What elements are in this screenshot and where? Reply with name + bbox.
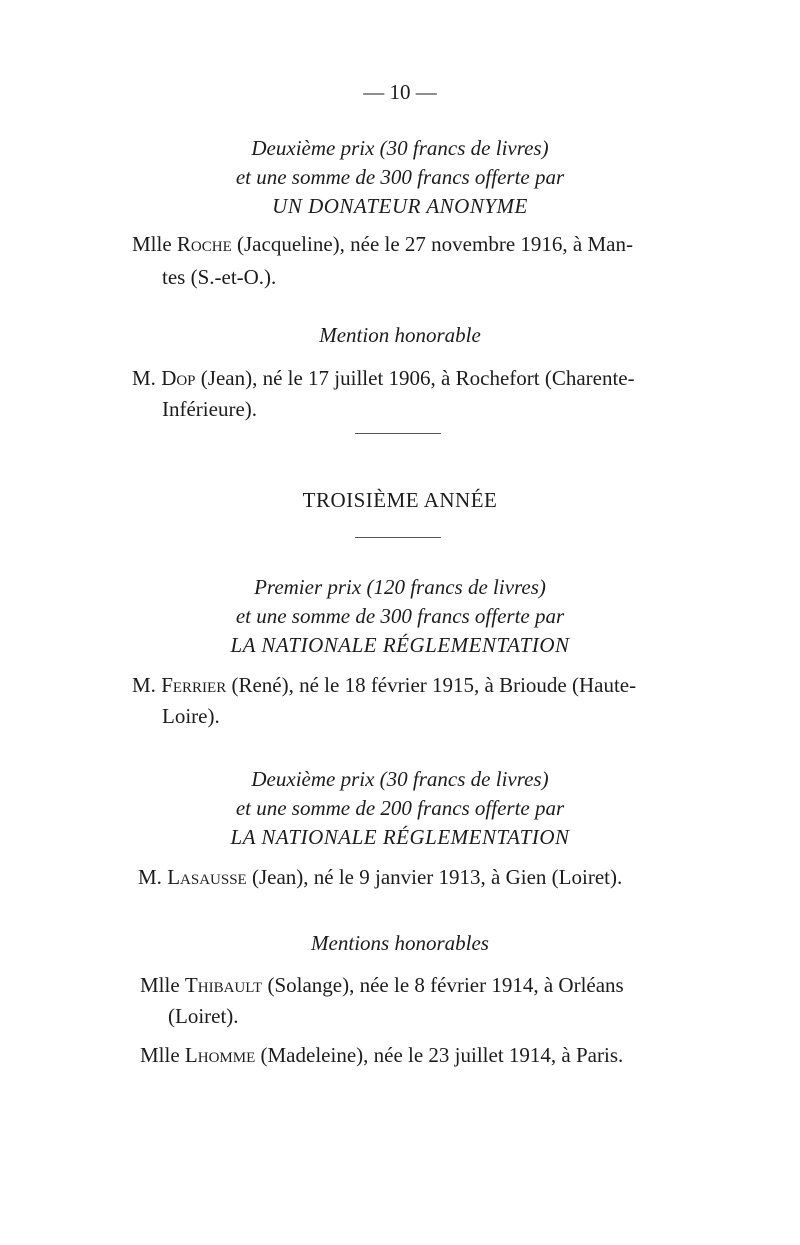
prize-title: Premier prix (120 francs de livres) bbox=[254, 575, 546, 599]
laureate-entry bbox=[138, 862, 622, 893]
laureate-entry bbox=[132, 363, 668, 394]
laureate-entry bbox=[132, 229, 668, 260]
prize-block-2 bbox=[0, 573, 800, 660]
entry-surname: Dop bbox=[161, 366, 196, 390]
entry-details: (Madeleine), née le 23 juillet 1914, à Paris. bbox=[255, 1043, 624, 1067]
prize-block-3 bbox=[0, 765, 800, 852]
prize-amount: et une somme de 300 francs offerte par bbox=[235, 165, 565, 189]
prize-block-1 bbox=[0, 134, 800, 221]
divider bbox=[355, 433, 441, 434]
prize-amount: et une somme de 200 francs offerte par bbox=[235, 796, 565, 820]
divider bbox=[355, 537, 441, 538]
entry-continuation: (Loiret). bbox=[168, 1004, 239, 1028]
entry-surname: Thibault bbox=[184, 973, 263, 997]
entry-title: Mlle bbox=[140, 973, 185, 997]
laureate-entry bbox=[132, 670, 668, 701]
mention-heading: Mentions honorables bbox=[311, 931, 489, 955]
entry-surname: Lasausse bbox=[167, 865, 247, 889]
laureate-entry bbox=[140, 970, 668, 1001]
page-number: — 10 — bbox=[363, 80, 437, 104]
prize-donor: LA NATIONALE RÉGLEMENTATION bbox=[230, 633, 570, 657]
prize-title: Deuxième prix (30 francs de livres) bbox=[251, 136, 549, 160]
entry-surname: Lhomme bbox=[184, 1043, 256, 1067]
entry-title: M. bbox=[138, 865, 168, 889]
prize-title: Deuxième prix (30 francs de livres) bbox=[251, 767, 549, 791]
entry-title: M. bbox=[132, 673, 162, 697]
mention-heading: Mention honorable bbox=[319, 323, 481, 347]
entry-surname: Roche bbox=[176, 232, 232, 256]
entry-title: Mlle bbox=[132, 232, 177, 256]
section-title: TROISIÈME ANNÉE bbox=[302, 488, 498, 512]
prize-donor: LA NATIONALE RÉGLEMENTATION bbox=[230, 825, 570, 849]
entry-details: (Jacqueline), née le 27 novembre 1916, à Man- bbox=[231, 232, 633, 256]
entry-surname: Ferrier bbox=[161, 673, 227, 697]
prize-amount: et une somme de 300 francs offerte par bbox=[235, 604, 565, 628]
entry-title: M. bbox=[132, 366, 162, 390]
entry-details: (René), né le 18 février 1915, à Brioude (Haute- bbox=[226, 673, 637, 697]
entry-details: (Jean), né le 9 janvier 1913, à Gien (Loiret). bbox=[246, 865, 623, 889]
entry-continuation: tes (S.-et-O.). bbox=[162, 265, 277, 289]
entry-continuation: Loire). bbox=[162, 704, 220, 728]
laureate-entry bbox=[140, 1040, 623, 1071]
entry-details: (Jean), né le 17 juillet 1906, à Rochefort (Charente- bbox=[195, 366, 635, 390]
entry-continuation: Inférieure). bbox=[162, 397, 258, 421]
entry-details: (Solange), née le 8 février 1914, à Orléans bbox=[262, 973, 624, 997]
entry-title: Mlle bbox=[140, 1043, 185, 1067]
prize-donor: UN DONATEUR ANONYME bbox=[272, 194, 528, 218]
